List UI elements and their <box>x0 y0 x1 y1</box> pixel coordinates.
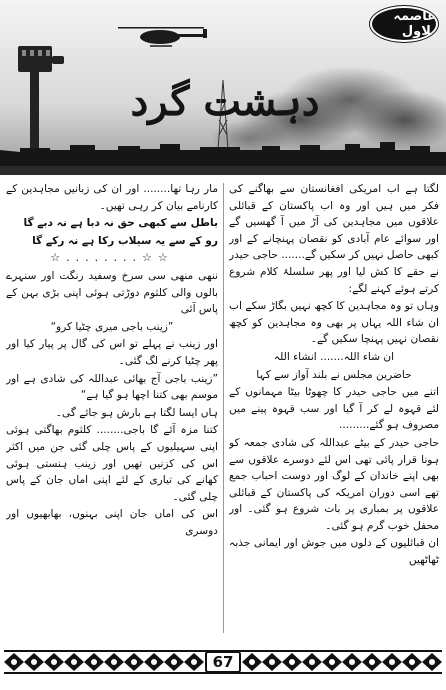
verse-line: باطل سے کبھی حق نہ دبا ہے نہ دبے گا <box>23 217 218 230</box>
paragraph: مار رہا تھا........ اور ان کی زبانیں مجاہدین کے کارنامے بیان کر رہی تھیں۔ <box>6 183 218 212</box>
paragraph: اس کی اماں جان اپنی بہنوں، بھابھیوں اور دوسری <box>6 508 218 537</box>
text-column-left <box>6 181 218 637</box>
author-badge: عاصمہ بلاول <box>370 6 438 42</box>
page-footer <box>0 644 446 690</box>
paragraph: ہاں ایسا لگتا ہے بارش ہو جائے گی۔ <box>55 406 218 419</box>
paragraph: کتنا مزہ آئے گا باجی........ کلثوم بھاگتی ہوئی اپنی سہیلیوں کے پاس چلی گئی جن میں اکثر اس کی کزنیں تھیں اور زینب ہنستی ہوئی کھانے کی تیاری کے لئے اپنی اماں جان کے پاس چلی گئی۔ <box>6 424 218 503</box>
article-body <box>0 177 446 639</box>
section-separator: ☆☆........☆ <box>50 251 174 265</box>
paragraph: ”زینب باجی آج بھائی عبداللہ کی شادی ہے اور موسم بھی کتنا اچھا ہو گیا ہے“ <box>6 372 218 402</box>
paragraph: ننھی منھی سی سرخ وسفید رنگت اور سنہرے بالوں والی کلثوم دوڑتی ہوئی اپنی بڑی بہن کے پاس آئی <box>6 269 218 316</box>
paragraph: ان شاء اللہ....... انشاء اللہ <box>273 350 395 363</box>
story-title: دہشت گرد <box>130 78 320 125</box>
paragraph: ”زینب باجی میری چٹیا کرو“ <box>50 320 174 333</box>
paragraph: حاجی حیدر کے بیٹے عبداللہ کی شادی جمعہ کو ہونا قرار پائی تھی اس لئے دوسرے علاقوں سے بھی اپنے خاندان کے لوگ اور دوست احباب جمع تھے اسی دوران امریکہ کی پاکستان کے قبائلی علاقوں پر بمباری پر بات شروع ہو گئی۔ اور محفل خوب گرم ہو گئی۔ <box>229 436 439 532</box>
paragraph: اور زینب نے پہلے تو اس کی گال پر پیار کیا اور پھر چٹیا کرنے لگ گئی۔ <box>6 338 218 367</box>
text-column-right <box>229 181 439 637</box>
verse-line: رو کے سے یہ سیلاب رکا ہے نہ رکے گا <box>32 234 218 247</box>
page-number: 67 <box>205 651 241 673</box>
paragraph: وہاں تو وہ مجاہدین کا کچھ نہیں بگاڑ سکے اب ان شاء اللہ یہاں پر بھی وہ مجاہدین کو کچھ نقصان نہیں پہنچا سکیں گے۔ <box>229 300 439 346</box>
header-illustration <box>0 0 446 175</box>
paragraph: ان قبائلیوں کے دلوں میں جوش اور ایمانی جذبہ ٹھاٹھیں <box>229 537 439 567</box>
paragraph: اتنے میں حاجی حیدر کا چھوٹا بیٹا مہمانوں کے لئے قہوہ لے کر آ گیا اور سب قہوہ پینے میں مصروف ہو گئے......... <box>229 386 439 432</box>
column-divider <box>223 183 224 633</box>
paragraph: لگتا ہے اب امریکی افغانستان سے بھاگنے کی فکر میں ہیں اور وہ اب پاکستان کے قبائلی علاقوں میں مجاہدین کی آڑ میں آ گھسیں گے اور سوائے عام آبادی کو نقصان پہنچانے کے اور کبھی حاصل نہیں کر سکیں گے....... حاجی حیدر نے حقے کا کش لیا اور پھر سلسلۂ کلام شروع کرتے ہوئے کہنے لگے: <box>229 183 439 295</box>
paragraph: حاضرین مجلس نے بلند آواز سے کہا <box>256 368 412 381</box>
